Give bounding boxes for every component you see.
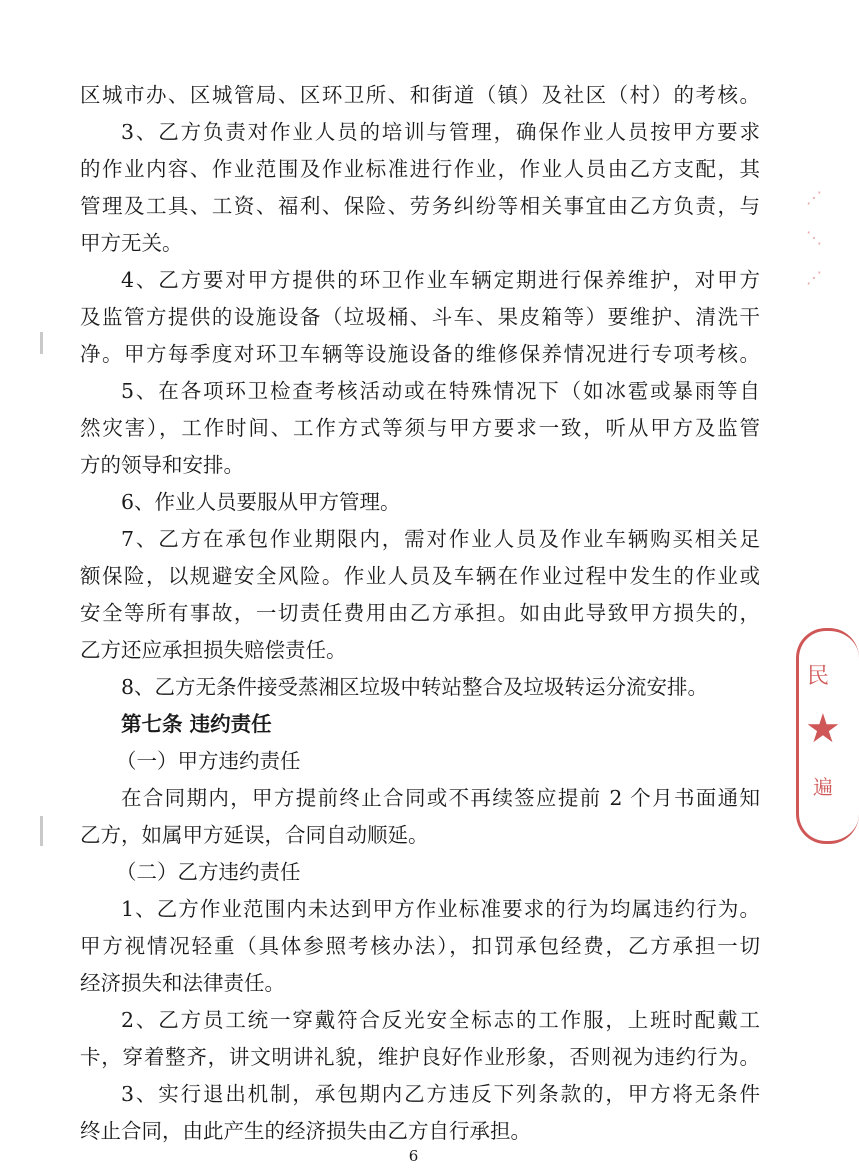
- seal-bleed-mark: ⋰: [806, 268, 822, 287]
- text-line: 5、在各项环卫检查考核活动或在特殊情况下（如冰雹或暴雨等自: [121, 379, 760, 403]
- text-line: 净。甲方每季度对环卫车辆等设施设备的维修保养情况进行专项考核。: [80, 342, 760, 366]
- text-line: 经济损失和法律责任。: [80, 971, 285, 995]
- text-line: 3、乙方负责对作业人员的培训与管理，确保作业人员按甲方要求: [121, 120, 760, 144]
- seal-glyph: 遍: [813, 775, 833, 799]
- red-seal-stamp: [796, 628, 859, 844]
- text-line: 终止合同，由此产生的经济损失由乙方自行承担。: [80, 1119, 531, 1143]
- page-number: 6: [408, 1147, 419, 1165]
- seal-bleed-mark: ⋰: [806, 188, 822, 207]
- text-line: 1、乙方作业范围内未达到甲方作业标准要求的行为均属违约行为。: [121, 897, 760, 921]
- seal-star-icon: ★: [805, 706, 841, 752]
- text-line: 3、实行退出机制，承包期内乙方违反下列条款的，甲方将无条件: [121, 1082, 760, 1106]
- text-line: 管理及工具、工资、福利、保险、劳务纠纷等相关事宜由乙方负责，与: [80, 194, 760, 218]
- text-line: 区城市办、区城管局、区环卫所、和街道（镇）及社区（村）的考核。: [80, 83, 760, 107]
- section-heading: 第七条 违约责任: [121, 712, 272, 736]
- text-line: 卡，穿着整齐，讲文明讲礼貌，维护良好作业形象，否则视为违约行为。: [80, 1045, 760, 1069]
- text-line: 乙方还应承担损失赔偿责任。: [80, 638, 347, 662]
- text-line: 然灾害），工作时间、工作方式等须与甲方要求一致，听从甲方及监管: [80, 416, 760, 440]
- subsection-heading: （二）乙方违约责任: [116, 860, 301, 884]
- text-line: 的作业内容、作业范围及作业标准进行作业，作业人员由乙方支配，其: [80, 157, 760, 181]
- text-line: 安全等所有事故，一切责任费用由乙方承担。如由此导致甲方损失的，: [80, 601, 760, 625]
- scan-artifact: [40, 332, 43, 354]
- text-line: 方的领导和安排。: [80, 453, 244, 477]
- text-line: 甲方视情况轻重（具体参照考核办法），扣罚承包经费，乙方承担一切: [80, 934, 760, 958]
- text-line: 乙方，如属甲方延误，合同自动顺延。: [80, 823, 429, 847]
- scan-artifact: [40, 816, 43, 846]
- text-line: 甲方无关。: [80, 231, 183, 255]
- text-line: 及监管方提供的设施设备（垃圾桶、斗车、果皮箱等）要维护、清洗干: [80, 305, 760, 329]
- text-line: 7、乙方在承包作业期限内，需对作业人员及作业车辆购买相关足: [121, 527, 760, 551]
- text-line: 在合同期内，甲方提前终止合同或不再续签应提前 2 个月书面通知: [121, 786, 760, 810]
- text-line: 额保险，以规避安全风险。作业人员及车辆在作业过程中发生的作业或: [80, 564, 760, 588]
- text-line: 2、乙方员工统一穿戴符合反光安全标志的工作服，上班时配戴工: [121, 1008, 760, 1032]
- text-line: 6、作业人员要服从甲方管理。: [121, 490, 401, 514]
- text-line: 4、乙方要对甲方提供的环卫作业车辆定期进行保养维护，对甲方: [121, 268, 760, 292]
- text-line: 8、乙方无条件接受蒸湘区垃圾中转站整合及垃圾转运分流安排。: [121, 675, 709, 699]
- seal-bleed-mark: ⋱: [806, 228, 822, 247]
- subsection-heading: （一）甲方违约责任: [116, 749, 301, 773]
- seal-glyph: 民: [807, 664, 830, 689]
- faint-seal-bleed: [806, 178, 830, 378]
